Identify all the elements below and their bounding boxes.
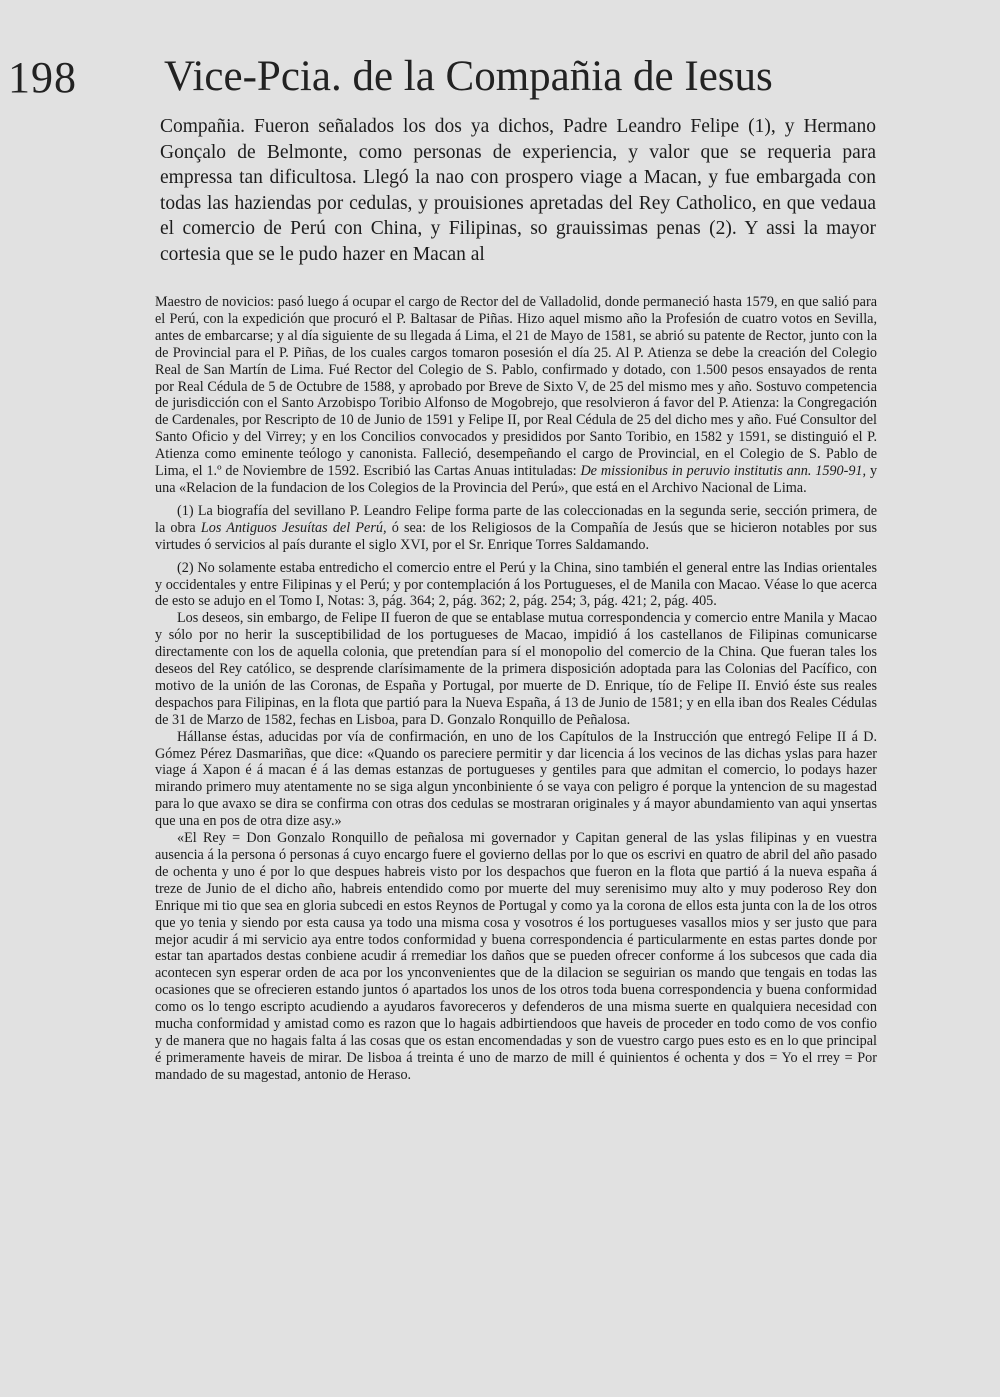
footnotes <box>155 294 877 1084</box>
main-text <box>160 114 876 268</box>
note-continuation <box>155 294 877 497</box>
running-title: Vice-Pcia. de la Compañia de Iesus <box>164 53 773 100</box>
footnote-2-paragraph: Hállanse éstas, aducidas por vía de confirmación, en uno de los Capítulos de la Instrucción que entregó Felipe II á D. Gómez Pérez Dasmariñas, que dice: «Quando os pareciere permitir y dar licencia á los vecinos de las dichas yslas para hazer viage á Xapon é á macan é á las demas estanzas de portugueses y gentiles para que admitan el comercio, lo podays hazer mirando primero muy atentamente no se siga algun ynconbiniente ó se vaya con peligro é porque la yntencion de su magestad para lo que avaxo se dira se confirma con otras dos cedulas se mostraran originales y á mayor abundamiento van aqui ynsertas que una en pos de otra dize asy.» <box>155 728 877 830</box>
footnote-2: (2) No solamente estaba entredicho el comercio entre el Perú y la China, sino también el general entre las Indias orientales y occidentales y entre Filipinas y el Perú; y por contemplación á los Portugueses, el de Manila con Macao. Véase lo que acerca de esto se adujo en el Tomo I, Notas: 3, pág. 364; 2, pág. 362; 2, pág. 254; 3, pág. 421; 2, pág. 405. <box>155 559 877 610</box>
footnote-1-title: Los Antiguos Jesuítas del Perú, <box>200 519 387 536</box>
footnote-1-text: (1) La biografía del sevillano P. Leandro Felipe forma parte de las coleccionadas en la segunda serie, sección primera, de la obra <box>155 502 877 536</box>
page-number: 198 <box>8 53 77 102</box>
footnote-1-text-end: ó sea: de los Religiosos de la Compañía de Jesús que se hicieron notables por sus virtudes ó servicios al país durante el siglo XVI, por el Sr. Enrique Torres Saldamando. <box>155 519 878 553</box>
note-continuation-text: Maestro de novicios: pasó luego á ocupar el cargo de Rector del de Valladolid, donde permaneció hasta 1579, en que salió para el Perú, con la expedición que procuró el P. Baltasar de Piñas. Hizo aquel mismo año la Profesión de cuatro votos en Sevilla, antes de embarcarse; y al día siguiente de su llegada á Lima, el 21 de Mayo de 1581, se abrió su patente de Rector, junto con la de Provincial para el P. Piñas, de los cuales cargos tomaron posesión el día 25. Al P. Atienza se debe la creación del Colegio Real de San Martín de Lima. Fué Rector del Colegio de S. Pablo, confirmado y dotado, con 1.500 pesos ensayados de renta por Real Cédula de 5 de Octubre de 1588, y aprobado por Breve de Sixto V, de 25 del mismo mes y año. Sostuvo competencia de jurisdicción con el Santo Arzobispo Toribio Alfonso de Mogobrejo, que resolvieron á favor del P. Atienza: la Congregación de Cardenales, por Rescripto de 10 de Junio de 1591 y Felipe II, por Real Cédula de 25 del dicho mes y año. Fué Consultor del Santo Oficio y del Virrey; y en los Concilios convocados y presididos por Santo Toribio, en 1582 y 1591, se distinguió el P. Atienza como eminente teólogo y canonista. Falleció, desempeñando el cargo de Provincial, en el Colegio de S. Pablo de Lima, el 1.º de Noviembre de 1592. Escribió las Cartas Anuas intituladas: <box>155 294 877 480</box>
note-continuation-title: De missionibus in peruvio institutis ann. 1590-91, <box>580 463 867 480</box>
footnote-2-paragraph: Los deseos, sin embargo, de Felipe II fueron de que se entablase mutua correspondencia y comercio entre Manila y Macao y sólo por no herir la susceptibilidad de los portugueses de Macao, impidió á los castellanos de Filipinas comunicarse directamente con los de aquella colonia, que pretendían para sí el monopolio del comercio de la China. Que fueran tales los deseos del Rey católico, se desprende clarísimamente de la primera disposición adoptada para las Colonias del Pacífico, con motivo de la unión de las Coronas, de España y Portugal, por muerte de D. Enrique, tío de Felipe II. Envió éste sus reales despachos para Filipinas, en la flota que partió para la Nueva España, á 13 de Junio de 1581; y en ella iban dos Reales Cédulas de 31 de Marzo de 1582, fechas en Lisboa, para D. Gonzalo Ronquillo de Peñalosa. <box>155 610 877 728</box>
footnote-2-paragraph: «El Rey = Don Gonzalo Ronquillo de peñalosa mi governador y Capitan general de las yslas filipinas y en vuestra ausencia á la persona ó personas á cuyo encargo fuere el govierno dellas por lo que os escrivi en quatro de abril del año pasado de ochenta y uno é por lo que despues habreis visto por los despachos que fueron en la flota que partió á la nueva españa á treze de Junio de el dicho año, habreis entendido como por muerte del muy serenisimo muy alto y muy poderoso Rey don Enrique mi tio que sea en gloria subcedi en estos Reynos de Portugal y como ya la corona de ellos esta junta con la de los otros que yo tenia y siendo por esta causa ya todo una misma cosa y vosotros é los portugueses vasallos mios y ser justo que para mejor acudir á mi servicio aya entre todos conformidad y buena correspondencia é particularmente en estas partes donde por estar tan apartados destas conbiene acudir á rremediar los daños que se pueden ofrecer conforme á los subcesos que cada dia acontecen syn esperar orden de aca por los ynconvenientes que de la dilacion se seguirian os mando que tengais en todas las ocasiones que se ofrecieren estando juntos ó apartados los unos de los otros toda buena correspondencia y buena conformidad como os lo tengo escripto acudiendo a ayudaros favoreceros y defenderos de una misma suerte en qualquiera necesidad con mucha conformidad y amistad como es razon que lo hagais adbirtiendoos que haveis de proceder en todo como de vos confio y de manera que no hagais falta á las cosas que os estan encomendadas y son de vuestro cargo pues esto es en lo que principal é primeramente haveis de mirar. De lisboa á treinta é uno de marzo de mill é quinientos é ochenta y dos = Yo el rrey = Por mandado de su magestad, antonio de Heraso. <box>155 830 877 1083</box>
note-continuation-text-end: y una «Relacion de la fundacion de los Colegios de la Provincia del Perú», que está en el Archivo Nacional de Lima. <box>155 463 878 496</box>
main-paragraph: Compañia. Fueron señalados los dos ya dichos, Padre Leandro Felipe (1), y Hermano Gonçalo de Belmonte, como personas de experiencia, y valor que se requeria para empressa tan dificultosa. Llegó la nao con prospero viage a Macan, y fue embargada con todas las haziendas por cedulas, y prouisiones apretadas del Rey Catholico, en que vedaua el comercio de Perú con China, y Filipinas, so grauissimas penas (2). Y assi la mayor cortesia que se le pudo hazer en Macan al <box>160 116 876 265</box>
footnote-1 <box>155 503 877 554</box>
